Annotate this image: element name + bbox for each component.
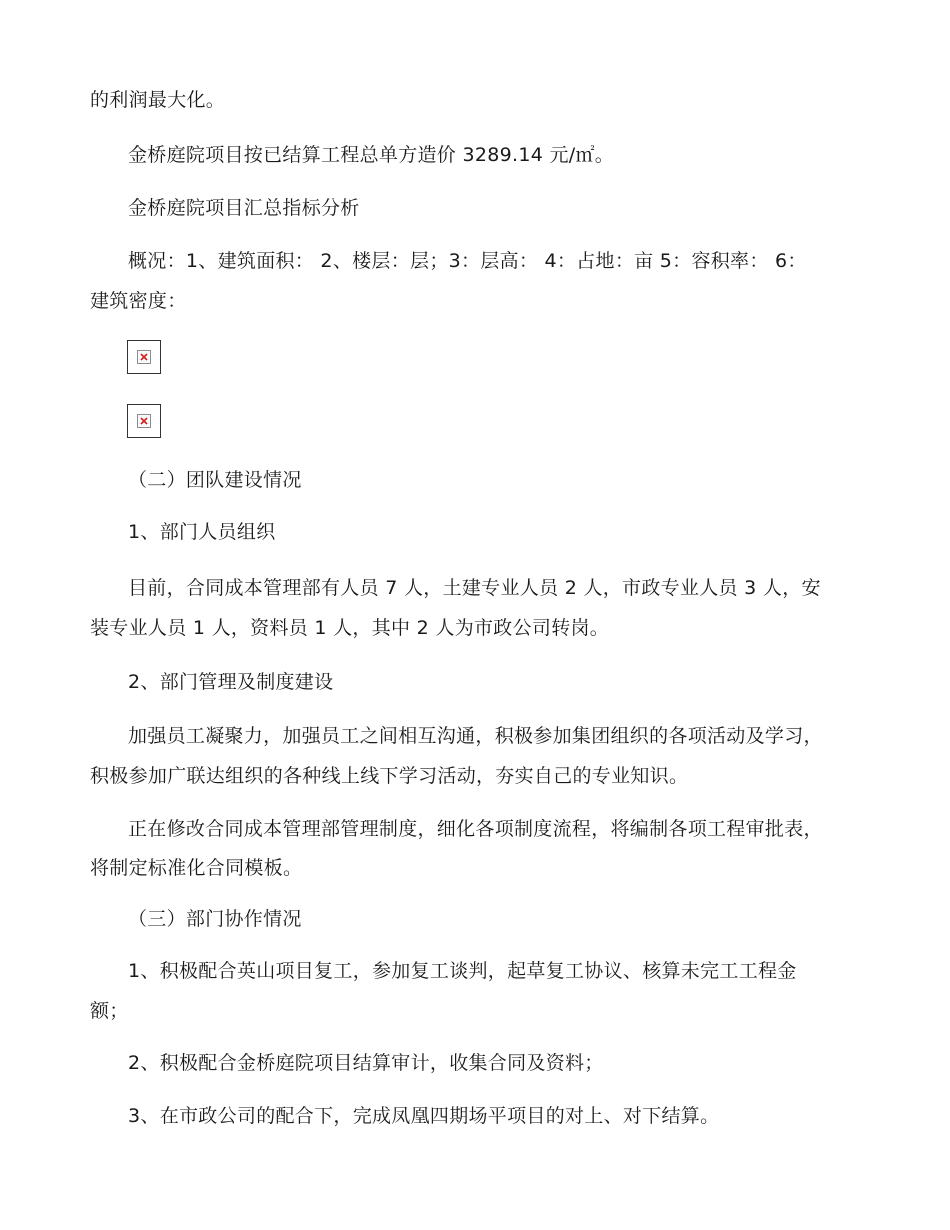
text-line-policy-1: 正在修改合同成本管理部管理制度，细化各项制度流程，将编制各项工程审批表， (128, 818, 823, 840)
broken-image-placeholder-2 (127, 404, 161, 438)
broken-image-icon (137, 414, 151, 428)
text-line-policy-2: 将制定标准化合同模板。 (90, 857, 303, 879)
text-line-staff-2: 装专业人员 1 人，资料员 1 人，其中 2 人为市政公司转岗。 (90, 617, 610, 639)
text-line-coop-3: 3、在市政公司的配合下，完成凤凰四期场平项目的对上、对下结算。 (128, 1105, 720, 1127)
text-line-cohesion-1: 加强员工凝聚力，加强员工之间相互沟通，积极参加集团组织的各项活动及学习， (128, 725, 823, 747)
text-line-index-analysis: 金桥庭院项目汇总指标分析 (128, 197, 360, 219)
section-heading-team: （二）团队建设情况 (128, 469, 302, 491)
text-line-cohesion-2: 积极参加广联达组织的各种线上线下学习活动，夯实自己的专业知识。 (90, 765, 689, 787)
text-line-overview: 概况：1、建筑面积： 2、楼层：层；3：层高： 4：占地：亩 5：容积率： 6： (128, 250, 807, 272)
subheading-staff: 1、部门人员组织 (128, 521, 276, 543)
broken-image-placeholder-1 (127, 340, 161, 374)
text-line-density: 建筑密度： (90, 290, 187, 312)
text-line-staff-1: 目前，合同成本管理部有人员 7 人，土建专业人员 2 人，市政专业人员 3 人，安 (128, 577, 821, 599)
text-line-coop-2: 2、积极配合金桥庭院项目结算审计，收集合同及资料； (128, 1052, 604, 1074)
broken-image-icon (137, 350, 151, 364)
text-line-coop-1b: 额； (90, 1000, 129, 1022)
text-line-profit: 的利润最大化。 (90, 89, 226, 111)
text-line-unit-cost: 金桥庭院项目按已结算工程总单方造价 3289.14 元/㎡。 (128, 144, 615, 166)
subheading-management: 2、部门管理及制度建设 (128, 671, 334, 693)
section-heading-cooperation: （三）部门协作情况 (128, 908, 302, 930)
text-line-coop-1a: 1、积极配合英山项目复工，参加复工谈判，起草复工协议、核算未完工工程金 (128, 960, 797, 982)
